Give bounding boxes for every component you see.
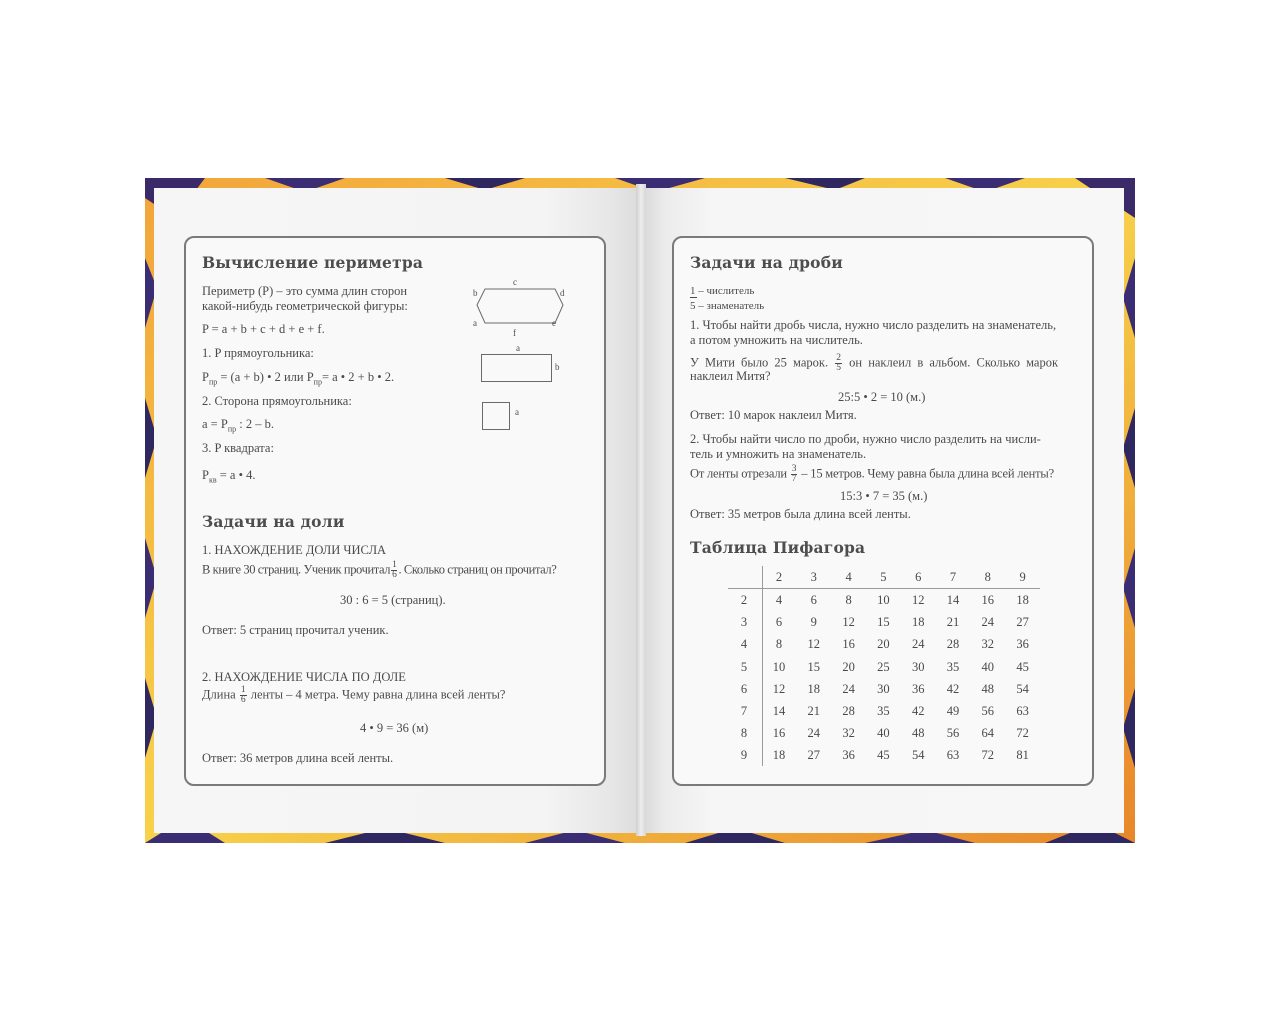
table-row-header-cell: 6 bbox=[740, 681, 748, 696]
hexagon-label-e: e bbox=[552, 318, 556, 328]
table-cell: 8 bbox=[845, 593, 852, 607]
task2-answer: Ответ: 36 метров длина всей ленты. bbox=[202, 751, 394, 765]
table-cell: 81 bbox=[1016, 748, 1029, 763]
perimeter-definition-line2: какой-нибудь геометрической фигуры: bbox=[202, 299, 408, 313]
table-cell: 8 bbox=[775, 637, 783, 652]
table-cell: 9 bbox=[810, 615, 817, 630]
table-cell: 24 bbox=[842, 681, 855, 696]
rectangle-side-formula: $a = P_{пр}$ : 2 – b. bbox=[202, 417, 274, 434]
rectangle-diagram bbox=[480, 352, 558, 384]
table-header-divider bbox=[728, 588, 1040, 589]
table-cell: 24 bbox=[807, 726, 821, 741]
example2-fraction: $\frac{3}{7}$ bbox=[791, 464, 797, 484]
table-cell: 6 bbox=[810, 593, 817, 607]
table-cell: 12 bbox=[772, 681, 786, 696]
table-cell: 54 bbox=[1016, 681, 1029, 696]
table-cell: 24 bbox=[911, 637, 925, 652]
table-cell: 36 bbox=[842, 748, 855, 763]
square-perimeter-heading: 3. P квадрата: bbox=[202, 441, 274, 455]
table-cell: 28 bbox=[842, 704, 855, 718]
rectangle-label-b: b bbox=[555, 362, 560, 372]
example1-answer: Ответ: 10 марок наклеил Митя. bbox=[690, 408, 857, 422]
example1-line2: наклеил Митя? bbox=[690, 369, 771, 383]
task1-fraction: $\frac{1}{6}$ bbox=[392, 560, 397, 580]
example2-answer: Ответ: 35 метров была длина всей ленты. bbox=[690, 507, 911, 521]
rectangle-perimeter-heading: 1. P прямоугольника: bbox=[202, 346, 314, 360]
task2-fraction: $\frac{1}{6}$ bbox=[240, 685, 246, 705]
task1-heading: 1. НАХОЖДЕНИЕ ДОЛИ ЧИСЛА bbox=[202, 543, 387, 557]
table-cell: 56 bbox=[946, 726, 960, 741]
hexagon-label-d: d bbox=[560, 288, 565, 298]
table-header-cell: 4 bbox=[845, 570, 852, 584]
table-column-divider bbox=[762, 566, 763, 766]
table-header-cell: 2 bbox=[775, 570, 783, 584]
table-cell: 12 bbox=[807, 637, 821, 652]
table-cell: 40 bbox=[981, 659, 995, 674]
table-cell: 18 bbox=[807, 681, 821, 696]
table-cell: 21 bbox=[946, 615, 960, 630]
table-header-cell: 9 bbox=[1019, 570, 1026, 584]
table-cell: 54 bbox=[911, 748, 925, 763]
table-cell: 4 bbox=[775, 593, 783, 607]
table-cell: 72 bbox=[981, 748, 995, 763]
table-cell: 48 bbox=[911, 726, 925, 741]
table-row-header-cell: 4 bbox=[740, 637, 748, 652]
rectangle-label-a: a bbox=[516, 343, 520, 353]
table-cell: 16 bbox=[842, 637, 855, 652]
table-cell: 63 bbox=[946, 748, 960, 763]
perimeter-formula: P = a + b + c + d + e + f. bbox=[202, 322, 325, 336]
table-cell: 40 bbox=[877, 726, 890, 741]
table-cell: 21 bbox=[807, 704, 821, 718]
table-cell: 30 bbox=[877, 681, 890, 696]
hexagon-label-a: a bbox=[473, 318, 477, 328]
table-cell: 18 bbox=[1016, 593, 1029, 607]
rule2-line1: 2. Чтобы найти число по дроби, нужно число разделить на числи- bbox=[690, 432, 1041, 446]
table-cell: 10 bbox=[772, 659, 786, 674]
fractions-title: Задачи на дроби bbox=[690, 253, 843, 272]
table-cell: 27 bbox=[1016, 615, 1029, 630]
table-header-cell: 7 bbox=[949, 570, 957, 584]
table-cell: 25 bbox=[877, 659, 890, 674]
table-header-cell: 5 bbox=[880, 570, 887, 584]
table-cell: 16 bbox=[981, 593, 995, 607]
example2-calculation: 15:3 • 7 = 35 (м.) bbox=[840, 489, 928, 503]
rule2-line2: тель и умножить на знаменатель. bbox=[690, 447, 867, 461]
square-label-a: a bbox=[515, 407, 519, 417]
table-cell: 30 bbox=[911, 659, 925, 674]
fraction-bar bbox=[690, 297, 697, 298]
perimeter-title: Вычисление периметра bbox=[202, 253, 424, 272]
example2-line1: От ленты отрезали $\frac{3}{7}$ – 15 метров. Чему равна была длина всей ленты? bbox=[690, 464, 1054, 484]
table-cell: 45 bbox=[877, 748, 890, 763]
table-cell: 16 bbox=[772, 726, 786, 741]
table-cell: 36 bbox=[911, 681, 925, 696]
table-cell: 42 bbox=[946, 681, 960, 696]
table-row-header-cell: 3 bbox=[740, 615, 748, 630]
square-perimeter-formula: $P_{кв} = a$ • 4. bbox=[202, 468, 256, 485]
table-cell: 35 bbox=[946, 659, 960, 674]
table-cell: 6 bbox=[775, 615, 783, 630]
rule1-line1: 1. Чтобы найти дробь числа, нужно число разделить на знаменатель, bbox=[690, 318, 1057, 332]
table-cell: 18 bbox=[772, 748, 786, 763]
table-cell: 48 bbox=[981, 681, 995, 696]
table-cell: 32 bbox=[981, 637, 995, 652]
table-header-cell: 8 bbox=[984, 570, 991, 584]
rectangle-side-heading: 2. Сторона прямоугольника: bbox=[202, 394, 352, 408]
perimeter-definition-line1: Периметр (P) – это сумма длин сторон bbox=[202, 284, 408, 298]
table-cell: 15 bbox=[807, 659, 821, 674]
task1-answer: Ответ: 5 страниц прочитал ученик. bbox=[202, 623, 389, 637]
table-row-header-cell: 5 bbox=[740, 659, 748, 674]
square-diagram bbox=[480, 400, 514, 432]
hexagon-diagram bbox=[470, 275, 570, 340]
table-cell: 35 bbox=[877, 704, 890, 718]
table-row-header-cell: 9 bbox=[740, 748, 748, 763]
table-cell: 42 bbox=[911, 704, 925, 718]
task1-calculation: 30 : 6 = 5 (страниц). bbox=[340, 593, 446, 607]
table-row-header-cell: 7 bbox=[740, 704, 748, 718]
example1-line1: У Мити было 25 марок. $\frac{2}{5}$ он наклеил в альбом. Сколько марок bbox=[690, 353, 1059, 373]
table-cell: 10 bbox=[877, 593, 890, 607]
task2-heading: 2. НАХОЖДЕНИЕ ЧИСЛА ПО ДОЛЕ bbox=[202, 670, 406, 684]
table-cell: 32 bbox=[842, 726, 855, 741]
page-gutter bbox=[636, 184, 646, 836]
task1-problem: В книге 30 страниц. Ученик прочитал $\frac{1}{6}$ . Сколько страниц он прочитал? bbox=[202, 560, 557, 580]
table-cell: 15 bbox=[877, 615, 890, 630]
table-row-header-cell: 8 bbox=[740, 726, 748, 741]
rectangle-perimeter-formula: $P_{пр} = (a + b)$ • 2 или $P_{пр}= a$ • 2 + b • 2. bbox=[202, 370, 395, 387]
hexagon-label-b: b bbox=[473, 288, 478, 298]
numerator-label: 1 – числитель bbox=[690, 285, 755, 297]
table-cell: 63 bbox=[1016, 704, 1029, 718]
table-cell: 72 bbox=[1016, 726, 1029, 741]
pythagoras-title: Таблица Пифагора bbox=[690, 538, 866, 557]
table-cell: 12 bbox=[842, 615, 855, 630]
denominator-label: 5 – знаменатель bbox=[690, 300, 765, 312]
table-cell: 20 bbox=[877, 637, 890, 652]
table-row-header-cell: 2 bbox=[740, 593, 748, 607]
task2-calculation: 4 • 9 = 36 (м) bbox=[360, 721, 429, 735]
table-cell: 64 bbox=[981, 726, 995, 741]
table-cell: 20 bbox=[842, 659, 855, 674]
rule1-line2: а потом умножить на числитель. bbox=[690, 333, 863, 347]
table-cell: 36 bbox=[1016, 637, 1029, 652]
table-header-cell: 3 bbox=[810, 570, 817, 584]
shares-title: Задачи на доли bbox=[202, 512, 345, 531]
table-cell: 45 bbox=[1016, 659, 1029, 674]
table-cell: 12 bbox=[911, 593, 925, 607]
table-cell: 28 bbox=[946, 637, 960, 652]
table-cell: 56 bbox=[981, 704, 995, 718]
example1-fraction: $\frac{2}{5}$ bbox=[836, 353, 841, 373]
table-header-cell: 6 bbox=[915, 570, 922, 584]
table-cell: 14 bbox=[946, 593, 960, 607]
hexagon-label-c: c bbox=[513, 277, 517, 287]
table-cell: 49 bbox=[946, 704, 960, 718]
table-cell: 18 bbox=[911, 615, 925, 630]
table-cell: 24 bbox=[981, 615, 995, 630]
hexagon-label-f: f bbox=[513, 328, 516, 338]
example1-calculation: 25:5 • 2 = 10 (м.) bbox=[838, 390, 926, 404]
table-cell: 14 bbox=[772, 704, 786, 718]
table-cell: 27 bbox=[807, 748, 821, 763]
task2-problem: Длина $\frac{1}{6}$ ленты – 4 метра. Чему равна длина всей ленты? bbox=[202, 685, 506, 705]
